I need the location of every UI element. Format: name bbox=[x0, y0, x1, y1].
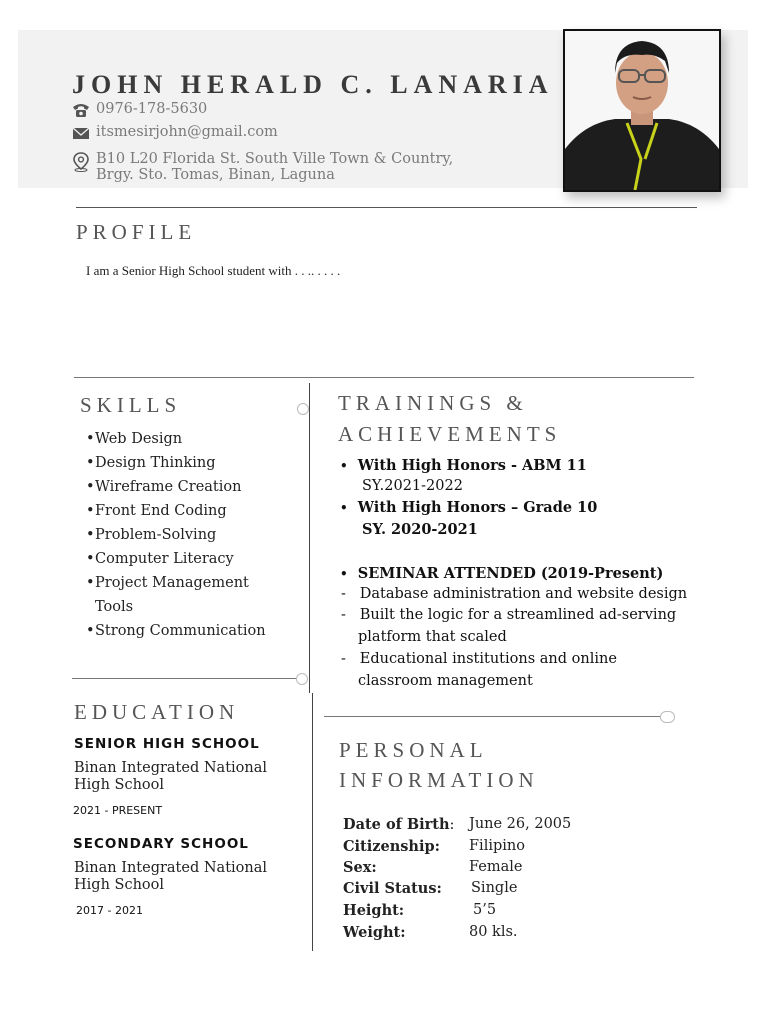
honor-school-year: SY.2021-2022 bbox=[362, 478, 463, 494]
trainings-title-line-2: ACHIEVEMENTS bbox=[338, 422, 562, 446]
personal-row-weight: Weight: 80 kls. bbox=[343, 924, 518, 941]
education-years: 2017 - 2021 bbox=[76, 904, 143, 917]
skills-title: SKILLS bbox=[80, 393, 182, 417]
honor-item: • With High Honors – Grade 10 bbox=[340, 499, 598, 516]
skill-item: • Web Design bbox=[86, 431, 183, 447]
skill-item: • Project Management Tools bbox=[86, 575, 249, 615]
phone-number: 0976-178-5630 bbox=[96, 101, 208, 117]
personal-row-citizenship: Citizenship: Filipino bbox=[343, 838, 525, 855]
seminar-item: - Educational institutions and online bbox=[341, 651, 617, 667]
column-divider-lower bbox=[312, 693, 313, 951]
address-line-2: Brgy. Sto. Tomas, Binan, Laguna bbox=[96, 167, 335, 183]
skill-item: • Strong Communication bbox=[86, 623, 266, 639]
email-row bbox=[72, 124, 278, 141]
skill-item: • Problem-Solving bbox=[86, 527, 217, 543]
personal-title-line-1: PERSONAL bbox=[339, 738, 488, 762]
honor-item: • With High Honors - ABM 11 bbox=[340, 457, 587, 474]
resume-name: JOHN HERALD C. LANARIA bbox=[72, 70, 554, 99]
skill-item: • Wireframe Creation bbox=[86, 479, 242, 495]
phone-icon bbox=[72, 102, 90, 118]
education-level: SECONDARY SCHOOL bbox=[73, 836, 249, 852]
profile-title: PROFILE bbox=[76, 220, 197, 244]
divider-knob bbox=[296, 673, 308, 685]
education-title: EDUCATION bbox=[74, 700, 240, 724]
divider-knob bbox=[297, 403, 309, 415]
personal-row-dob: Date of Birth: June 26, 2005 bbox=[343, 816, 572, 833]
address-row bbox=[72, 151, 453, 183]
column-divider-upper bbox=[309, 383, 310, 693]
address-line-1: B10 L20 Florida St. South Ville Town & Country, bbox=[96, 151, 454, 167]
personal-divider bbox=[324, 716, 662, 717]
profile-divider bbox=[76, 207, 697, 208]
honor-school-year: SY. 2020-2021 bbox=[362, 521, 478, 538]
trainings-title-line-1: TRAININGS & bbox=[338, 391, 528, 415]
mail-icon bbox=[72, 125, 90, 141]
seminar-item: - Database administration and website design bbox=[341, 586, 688, 602]
personal-row-civil-status: Civil Status: Single bbox=[343, 880, 518, 897]
education-school: Binan Integrated National High School bbox=[74, 760, 268, 793]
skill-item: • Computer Literacy bbox=[86, 551, 234, 567]
seminar-item: - Built the logic for a streamlined ad-serving bbox=[341, 607, 677, 623]
phone-row bbox=[72, 101, 207, 118]
profile-photo bbox=[563, 29, 721, 192]
personal-row-height: Height: 5’5 bbox=[343, 902, 497, 919]
profile-text: I am a Senior High School student with . . .. . . . . bbox=[86, 263, 341, 278]
education-divider bbox=[72, 678, 298, 679]
personal-row-sex: Sex: Female bbox=[343, 859, 523, 876]
skills-list bbox=[86, 430, 285, 646]
skill-item: • Front End Coding bbox=[86, 503, 227, 519]
email-address[interactable]: itsmesirjohn@gmail.com bbox=[96, 124, 278, 140]
education-school: Binan Integrated National High School bbox=[74, 860, 268, 893]
education-years: 2021 - PRESENT bbox=[73, 804, 163, 817]
seminar-item-continued: classroom management bbox=[358, 673, 533, 689]
seminar-item-continued: platform that scaled bbox=[358, 629, 507, 645]
seminar-heading: • SEMINAR ATTENDED (2019-Present) bbox=[340, 565, 664, 582]
skill-item: • Design Thinking bbox=[86, 455, 216, 471]
personal-title-line-2: INFORMATION bbox=[339, 768, 539, 792]
location-pin-icon bbox=[72, 152, 90, 168]
divider-knob bbox=[660, 711, 675, 723]
education-level: SENIOR HIGH SCHOOL bbox=[74, 736, 260, 752]
sections-divider bbox=[74, 377, 694, 378]
